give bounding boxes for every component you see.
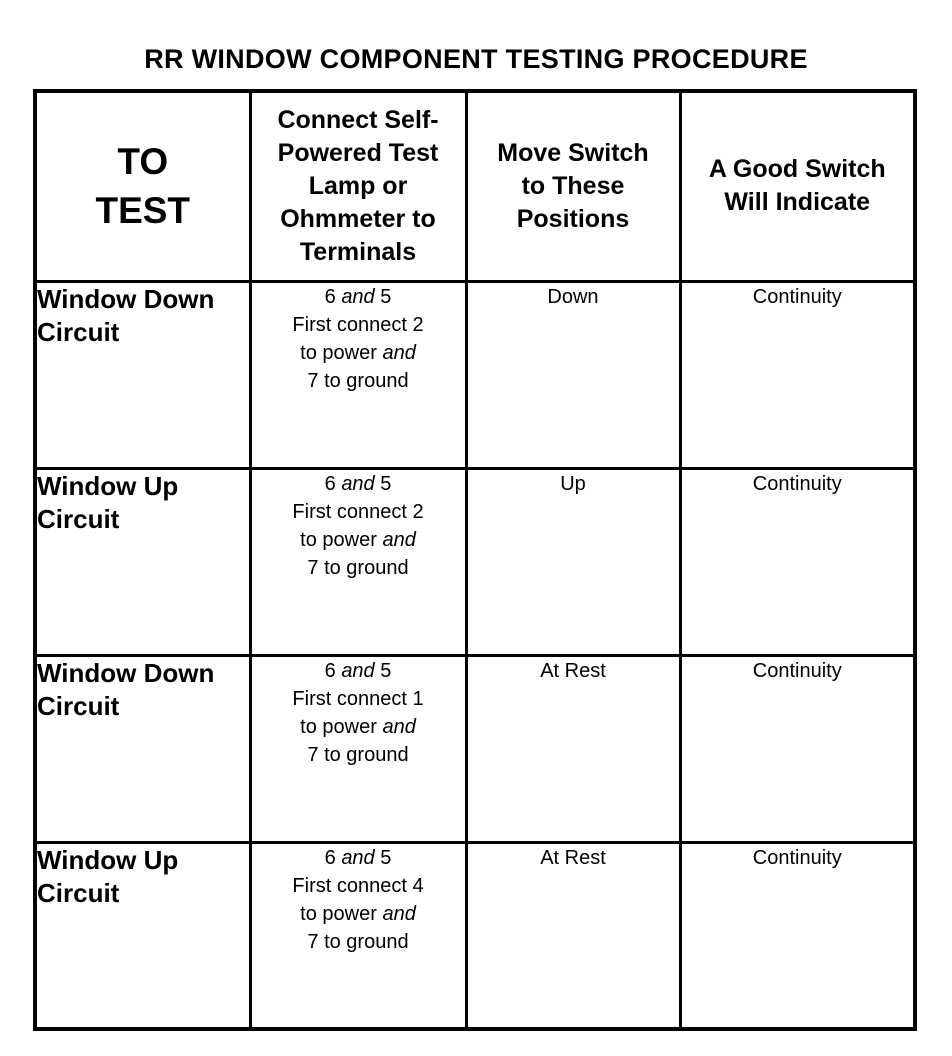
document-title: RR WINDOW COMPONENT TESTING PROCEDURE [144, 44, 808, 74]
indication-cell: Continuity [680, 842, 915, 1029]
header-connect-line: Ohmmeter to [280, 204, 436, 233]
test-label-cell [35, 842, 250, 1029]
test-label-line: Circuit [37, 877, 120, 908]
terminals-connect-line: First connect 1 [292, 687, 424, 710]
header-connect-line: Connect Self- [277, 105, 439, 134]
terminals-pair: 6 and 5 [324, 285, 392, 308]
indication-cell: Continuity [680, 655, 915, 842]
header-to-test [35, 91, 250, 281]
switch-position-cell: Down [466, 281, 680, 468]
header-connect-line: Powered Test [277, 138, 439, 167]
test-label-cell [35, 281, 250, 468]
header-connect-line: Terminals [299, 237, 417, 266]
header-move-switch [466, 91, 680, 281]
terminals-pair: 6 and 5 [324, 659, 392, 682]
terminals-power-line: to power and [300, 715, 416, 738]
terminals-connect-line: First connect 2 [292, 500, 424, 523]
header-connect-line: Lamp or [308, 171, 408, 200]
terminals-ground-line: 7 to ground [307, 556, 409, 579]
table-row [35, 468, 915, 655]
header-good-line: Will Indicate [724, 188, 871, 217]
header-row [35, 91, 915, 281]
switch-position-cell: At Rest [466, 842, 680, 1029]
terminals-cell [250, 281, 466, 468]
switch-position-cell: Up [466, 468, 680, 655]
test-label-line: Circuit [37, 690, 120, 721]
indication-cell: Continuity [680, 281, 915, 468]
switch-position-cell: At Rest [466, 655, 680, 842]
terminals-ground-line: 7 to ground [307, 743, 409, 766]
testing-procedure-table [33, 89, 917, 1031]
header-connect-terminals [250, 91, 466, 281]
header-to-test-line: TEST [95, 190, 191, 232]
test-label-line: Window Down [37, 283, 215, 314]
terminals-cell [250, 655, 466, 842]
table-row [35, 842, 915, 1029]
terminals-pair: 6 and 5 [324, 846, 392, 869]
test-label-line: Window Down [37, 657, 215, 688]
terminals-cell [250, 468, 466, 655]
terminals-connect-line: First connect 2 [292, 313, 424, 336]
terminals-connect-line: First connect 4 [292, 874, 424, 897]
header-move-line: Positions [516, 204, 630, 233]
header-good-switch [680, 91, 915, 281]
test-label-cell [35, 468, 250, 655]
header-good-line: A Good Switch [708, 155, 886, 184]
terminals-power-line: to power and [300, 528, 416, 551]
header-to-test-line: TO [117, 141, 169, 183]
terminals-ground-line: 7 to ground [307, 369, 409, 392]
terminals-power-line: to power and [300, 902, 416, 925]
header-move-line: to These [521, 171, 625, 200]
header-move-line: Move Switch [497, 138, 649, 167]
terminals-cell [250, 842, 466, 1029]
table-row [35, 281, 915, 468]
test-label-line: Circuit [37, 316, 120, 347]
test-label-cell [35, 655, 250, 842]
test-label-line: Window Up [37, 844, 179, 875]
indication-cell: Continuity [680, 468, 915, 655]
terminals-pair: 6 and 5 [324, 472, 392, 495]
terminals-ground-line: 7 to ground [307, 930, 409, 953]
terminals-power-line: to power and [300, 341, 416, 364]
table-row [35, 655, 915, 842]
test-label-line: Window Up [37, 470, 179, 501]
test-label-line: Circuit [37, 503, 120, 534]
